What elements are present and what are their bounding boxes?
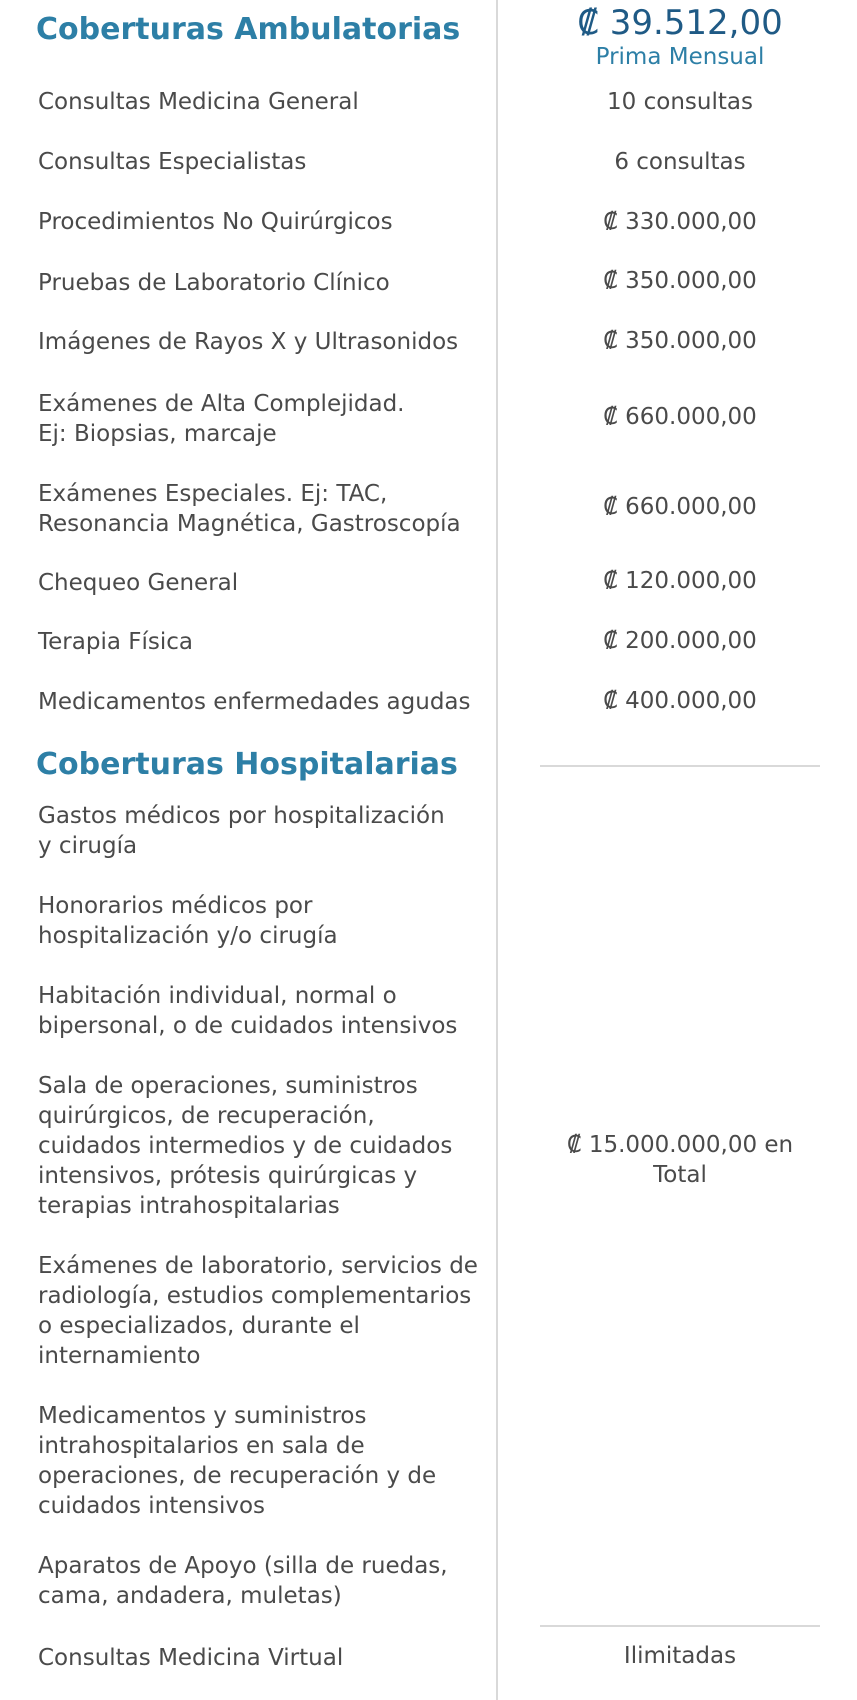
ambulatory-item-label: Medicamentos enfermedades agudas: [38, 689, 471, 715]
ambulatory-item-label: Chequeo General: [38, 570, 239, 596]
hospital-total-value: ₡ 15.000.000,00 en Total: [566, 1132, 794, 1188]
hospital-item-label: Gastos médicos por hospitalización y cirugía: [38, 803, 445, 859]
hospital-item-label: Medicamentos y suministros intrahospitalarios en sala de operaciones, de recuperación y de cuidados intensivos: [38, 1403, 437, 1519]
monthly-premium-label: Prima Mensual: [595, 44, 765, 70]
ambulatory-section-title: Coberturas Ambulatorias: [36, 12, 461, 47]
section-separator: [540, 1625, 820, 1627]
hospital-item-label: Habitación individual, normal o bipersonal, o de cuidados intensivos: [38, 983, 458, 1039]
hospital-section-title: Coberturas Hospitalarias: [36, 747, 458, 782]
virtual-consults-label: Consultas Medicina Virtual: [38, 1645, 344, 1671]
ambulatory-item-label: Consultas Medicina General: [38, 89, 359, 115]
ambulatory-item-label: Procedimientos No Quirúrgicos: [38, 209, 393, 235]
ambulatory-item-label: Pruebas de Laboratorio Clínico: [38, 270, 390, 296]
ambulatory-item-value: ₡ 330.000,00: [603, 209, 757, 235]
ambulatory-item-value: ₡ 120.000,00: [603, 568, 757, 594]
ambulatory-item-label: Terapia Física: [38, 629, 193, 655]
column-divider: [496, 0, 498, 1700]
ambulatory-item-value: 10 consultas: [607, 89, 753, 115]
hospital-item-label: Honorarios médicos por hospitalización y/o cirugía: [38, 893, 338, 949]
virtual-consults-value: Ilimitadas: [623, 1643, 737, 1669]
ambulatory-item-value: ₡ 660.000,00: [603, 404, 757, 430]
ambulatory-item-value: ₡ 660.000,00: [603, 494, 757, 520]
hospital-item-label: Sala de operaciones, suministros quirúrgicos, de recuperación, cuidados intermedios y de cuidados intensivos, prótesis quirúrgicas y terapias intrahospitalarias: [38, 1073, 453, 1219]
monthly-premium-amount: ₡ 39.512,00: [577, 3, 783, 43]
ambulatory-item-label: Consultas Especialistas: [38, 149, 307, 175]
ambulatory-item-value: ₡ 400.000,00: [603, 688, 757, 714]
hospital-item-label: Exámenes de laboratorio, servicios de radiología, estudios complementarios o especializados, durante el internamiento: [38, 1253, 478, 1369]
ambulatory-item-label: Exámenes de Alta Complejidad. Ej: Biopsias, marcaje: [38, 391, 405, 447]
section-separator: [540, 765, 820, 767]
ambulatory-item-value: ₡ 350.000,00: [603, 268, 757, 294]
ambulatory-item-value: ₡ 200.000,00: [603, 628, 757, 654]
ambulatory-item-label: Imágenes de Rayos X y Ultrasonidos: [38, 329, 459, 355]
hospital-item-label: Aparatos de Apoyo (silla de ruedas, cama, andadera, muletas): [38, 1553, 448, 1609]
ambulatory-item-value: 6 consultas: [614, 149, 746, 175]
ambulatory-item-label: Exámenes Especiales. Ej: TAC, Resonancia Magnética, Gastroscopía: [38, 481, 461, 537]
ambulatory-item-value: ₡ 350.000,00: [603, 328, 757, 354]
